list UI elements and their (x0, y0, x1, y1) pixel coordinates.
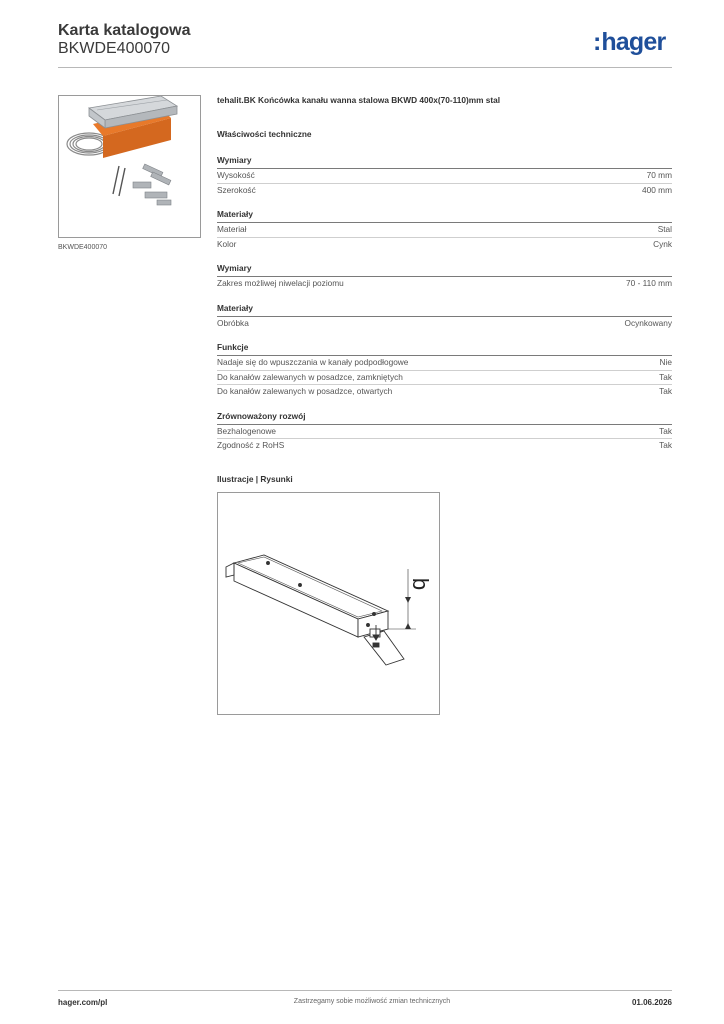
spec-value: 70 mm (646, 170, 672, 180)
footer-date: 01.06.2026 (631, 998, 672, 1007)
illustration-frame (217, 492, 440, 715)
product-description: tehalit.BK Końcówka kanału wanna stalowa BKWD 400x(70-110)mm stal (217, 95, 501, 105)
spec-group (217, 341, 672, 400)
spec-row (217, 371, 672, 386)
spec-group (217, 208, 672, 252)
header-title: Karta katalogowa (58, 22, 191, 39)
spec-row (217, 425, 672, 440)
spec-group-title: Materiały (217, 208, 672, 223)
spec-group-title: Wymiary (217, 154, 672, 169)
spec-group-title: Materiały (217, 302, 672, 317)
spec-label: Do kanałów zalewanych w posadzce, otwartych (217, 386, 393, 396)
spec-value: Nie (659, 357, 672, 367)
spec-label: Kolor (217, 238, 237, 249)
spec-value: 400 mm (642, 184, 672, 195)
logo-text: hager (601, 28, 666, 56)
spec-row (217, 238, 672, 253)
spec-label: Zgodność z RoHS (217, 440, 285, 450)
spec-groups (217, 154, 672, 454)
spec-label: Obróbka (217, 317, 249, 328)
spec-section-title: Właściwości techniczne (217, 129, 312, 139)
spec-group-title: Funkcje (217, 341, 672, 356)
spec-row (217, 356, 672, 371)
spec-value: 70 - 110 mm (626, 278, 672, 288)
product-image-caption: BKWDE400070 (58, 244, 108, 251)
footer-disclaimer: Zastrzegamy sobie możliwość zmian technicznych (293, 998, 451, 1005)
spec-value: Tak (659, 386, 672, 396)
spec-label: Materiał (217, 224, 247, 234)
spec-row (217, 277, 672, 292)
spec-row (217, 385, 672, 400)
footer-website[interactable]: hager.com/pl (58, 998, 108, 1007)
spec-row (217, 317, 672, 332)
spec-label: Wysokość (217, 170, 255, 180)
spec-value: Cynk (653, 238, 672, 249)
illustrations-title: Ilustracje | Rysunki (217, 474, 293, 484)
spec-group (217, 154, 672, 198)
spec-label: Bezhalogenowe (217, 425, 277, 436)
spec-value: Ocynkowany (624, 317, 672, 328)
spec-group (217, 410, 672, 454)
dimension-label-b: b (408, 577, 434, 591)
spec-row (217, 439, 672, 454)
technical-drawing (218, 493, 439, 714)
spec-value: Tak (659, 371, 672, 382)
spec-label: Nadaje się do wpuszczania w kanały podpodłogowe (217, 357, 409, 367)
spec-column (217, 95, 672, 464)
spec-value: Tak (659, 425, 672, 436)
spec-group (217, 262, 672, 292)
spec-group-title: Wymiary (217, 262, 672, 277)
product-image (58, 95, 201, 238)
spec-row (217, 223, 672, 238)
product-photo (59, 96, 200, 237)
header-divider (58, 67, 672, 68)
spec-value: Tak (659, 440, 672, 450)
spec-label: Do kanałów zalewanych w posadzce, zamkniętych (217, 371, 403, 382)
spec-label: Zakres możliwej niwelacji poziomu (217, 278, 344, 288)
spec-row (217, 169, 672, 184)
spec-label: Szerokość (217, 184, 256, 195)
spec-row (217, 184, 672, 199)
hager-logo[interactable]: :hager (593, 28, 666, 56)
header-product-code: BKWDE400070 (58, 40, 171, 57)
spec-group-title: Zrównoważony rozwój (217, 410, 672, 425)
spec-value: Stal (657, 224, 672, 234)
footer-divider (58, 990, 672, 991)
spec-group (217, 302, 672, 332)
